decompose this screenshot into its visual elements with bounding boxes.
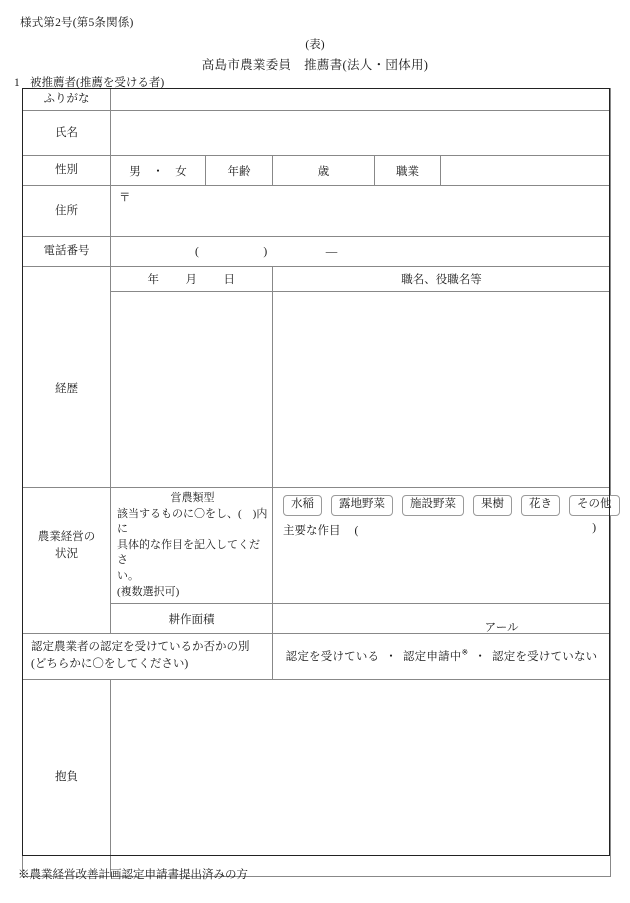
table-row-address xyxy=(23,186,611,237)
career-title-header: 職名、役職名等 xyxy=(273,267,611,292)
career-label: 経歴 xyxy=(23,291,111,488)
address-value[interactable] xyxy=(111,186,611,237)
farm-type-description xyxy=(111,488,272,603)
certification-label-text xyxy=(23,635,272,678)
phone-label: 電話番号 xyxy=(23,237,111,267)
table-row-gender-age-occupation xyxy=(23,156,611,186)
table-row-career-header xyxy=(23,267,611,292)
gender-label: 性別 xyxy=(23,156,111,186)
phone-paren-open: ( xyxy=(195,245,200,258)
name-value[interactable] xyxy=(111,111,611,156)
farm-status-label-continued xyxy=(23,604,111,634)
farm-type-title: 営農類型 xyxy=(170,492,215,504)
career-date-header xyxy=(111,267,273,292)
farm-type-desc-line1: 該当するものに〇をし、( )内に xyxy=(117,507,268,536)
career-date-ymd xyxy=(148,274,236,286)
address-label: 住所 xyxy=(23,186,111,237)
table-row-phone xyxy=(23,237,611,267)
table-row-aspiration xyxy=(23,679,611,876)
certification-option-certified[interactable]: 認定を受けている xyxy=(285,651,380,664)
farm-type-desc-line4: (複数選択可) xyxy=(117,585,180,598)
table-row-furigana xyxy=(23,89,611,111)
certification-footnote-mark: ※ xyxy=(461,648,469,658)
cultivated-area-label: 耕作面積 xyxy=(111,604,273,634)
table-row-cultivated-area xyxy=(23,604,611,634)
crop-option-open-field-vegetables[interactable]: 露地野菜 xyxy=(331,495,393,516)
career-month-label: 月 xyxy=(185,273,198,286)
phone-number-pattern xyxy=(111,246,610,258)
career-year-label: 年 xyxy=(147,273,160,286)
crop-selection-cell xyxy=(273,488,611,604)
farm-status-label xyxy=(23,488,111,604)
farm-type-description-cell xyxy=(111,488,273,604)
farm-status-label-line1: 農業経営の xyxy=(37,531,96,544)
cultivated-area-unit: アール xyxy=(484,621,519,634)
certification-separator-2: ・ xyxy=(474,651,487,664)
table-row-name xyxy=(23,111,611,156)
certification-separator-1: ・ xyxy=(385,651,397,664)
certification-label-line1: 認定農業者の認定を受けているか否かの別 xyxy=(31,641,250,654)
form-code: 様式第2号(第5条関係) xyxy=(20,17,134,29)
crop-option-rice[interactable]: 水稲 xyxy=(283,495,322,516)
table-row-certification xyxy=(23,633,611,679)
main-crop-paren-close: ) xyxy=(592,521,597,534)
recommendation-form-table xyxy=(22,88,611,877)
main-crop-line[interactable] xyxy=(273,518,610,543)
career-title-entries[interactable] xyxy=(273,291,611,488)
crop-option-flowers[interactable]: 花き xyxy=(521,495,560,516)
cultivated-area-value[interactable] xyxy=(273,604,611,634)
crop-option-fruit-trees[interactable]: 果樹 xyxy=(473,495,512,516)
furigana-label: ふりがな xyxy=(23,89,111,111)
career-day-label: 日 xyxy=(223,273,236,286)
certification-option-not-certified[interactable]: 認定を受けていない xyxy=(492,651,598,664)
gender-value[interactable]: 男 ・ 女 xyxy=(111,156,206,186)
certification-options[interactable] xyxy=(273,633,611,679)
certification-option-applying[interactable]: 認定申請中 xyxy=(402,651,462,664)
occupation-label: 職業 xyxy=(375,156,441,186)
phone-value[interactable] xyxy=(111,237,611,267)
career-label-spacer xyxy=(23,267,111,292)
career-date-entries[interactable] xyxy=(111,291,273,488)
footnote: ※農業経営改善計画認定申請書提出済みの方 xyxy=(18,869,248,881)
section-number: 1 xyxy=(14,77,20,89)
farm-status-label-line2: 状況 xyxy=(55,547,78,560)
document-subtitle: (表) xyxy=(305,39,325,51)
age-label: 年齢 xyxy=(206,156,273,186)
furigana-value[interactable] xyxy=(111,89,611,111)
certification-label xyxy=(23,633,273,679)
document-title: 高島市農業委員 推薦書(法人・団体用) xyxy=(201,58,429,72)
crop-option-greenhouse-vegetables[interactable]: 施設野菜 xyxy=(402,495,464,516)
name-label: 氏名 xyxy=(23,111,111,156)
main-crop-label: 主要な作目 xyxy=(283,524,341,537)
table-row-career-body xyxy=(23,291,611,488)
postal-code-mark: 〒 xyxy=(119,192,131,204)
table-row-farm-type xyxy=(23,488,611,604)
farm-type-desc-line3: い。 xyxy=(117,570,139,583)
aspiration-label: 抱負 xyxy=(23,679,111,876)
occupation-value[interactable] xyxy=(441,156,611,186)
main-crop-paren-open: ( xyxy=(354,524,359,537)
certification-label-line2: (どちらかに〇をしてください) xyxy=(31,658,189,671)
farm-type-desc-line2: 具体的な作目を記入してくださ xyxy=(117,538,260,567)
section-title: 被推薦者(推薦を受ける者) xyxy=(30,77,165,89)
phone-paren-close: ) xyxy=(263,245,268,258)
aspiration-value[interactable] xyxy=(111,679,611,876)
age-value-with-unit[interactable]: 歳 xyxy=(273,156,375,186)
crop-options-row xyxy=(273,488,610,518)
phone-dash: — xyxy=(325,245,338,258)
crop-option-other[interactable]: その他 xyxy=(569,495,620,516)
